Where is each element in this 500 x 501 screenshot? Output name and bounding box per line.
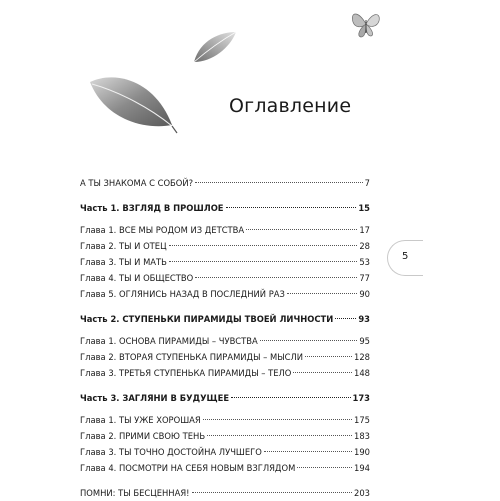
small-leaf-illustration	[190, 28, 240, 68]
page-number: 5	[402, 251, 409, 262]
dot-leader	[195, 277, 357, 278]
toc-part-1[interactable]	[80, 200, 370, 216]
toc-entry-page: 53	[359, 257, 370, 267]
toc-entry-chapter[interactable]	[80, 365, 370, 381]
toc-part-page: 15	[358, 203, 370, 213]
toc-entry-chapter[interactable]	[80, 238, 370, 254]
toc-entry-page: 17	[359, 225, 370, 235]
toc-entry-chapter[interactable]	[80, 460, 370, 476]
toc-part-text: Часть 2. СТУПЕНЬКИ ПИРАМИДЫ ТВОЕЙ ЛИЧНОСТИ	[80, 314, 334, 324]
dot-leader	[203, 419, 352, 420]
dot-leader	[207, 435, 352, 436]
toc-entry-page: 175	[354, 415, 370, 425]
toc-entry-page: 203	[354, 488, 370, 498]
toc-entry-page: 7	[364, 178, 370, 188]
dot-leader	[169, 261, 357, 262]
toc-entry-page: 90	[359, 289, 370, 299]
dot-leader	[264, 451, 352, 452]
dot-leader	[305, 356, 352, 357]
toc-entry-text: Глава 3. ТЫ И МАТЬ	[80, 257, 167, 267]
dot-leader	[293, 372, 352, 373]
toc-entry-chapter[interactable]	[80, 428, 370, 444]
toc-part-text: Часть 1. ВЗГЛЯД В ПРОШЛОЕ	[80, 203, 224, 213]
dot-leader	[246, 229, 357, 230]
toc-entry-text: Глава 1. ВСЕ МЫ РОДОМ ИЗ ДЕТСТВА	[80, 225, 245, 235]
butterfly-illustration	[348, 6, 384, 42]
dot-leader	[231, 397, 350, 398]
toc-entry-text: Глава 3. ТРЕТЬЯ СТУПЕНЬКА ПИРАМИДЫ – ТЕЛО	[80, 368, 292, 378]
toc-entry-chapter[interactable]	[80, 349, 370, 365]
page-title: Оглавление	[229, 95, 352, 117]
toc-entry-text: Глава 2. ВТОРАЯ СТУПЕНЬКА ПИРАМИДЫ – МЫСЛИ	[80, 352, 304, 362]
dot-leader	[192, 492, 352, 493]
toc-part-3[interactable]	[80, 390, 370, 406]
toc-entry-page: 28	[359, 241, 370, 251]
table-of-contents	[80, 175, 370, 501]
toc-entry-page: 128	[354, 352, 370, 362]
toc-entry-text: Глава 4. ПОСМОТРИ НА СЕБЯ НОВЫМ ВЗГЛЯДОМ	[80, 463, 296, 473]
toc-entry-chapter[interactable]	[80, 254, 370, 270]
toc-entry-text: Глава 2. ТЫ И ОТЕЦ	[80, 241, 167, 251]
toc-entry-intro[interactable]	[80, 175, 370, 191]
dot-leader	[297, 467, 352, 468]
dot-leader	[287, 293, 357, 294]
toc-entry-page: 190	[354, 447, 370, 457]
toc-entry-text: Глава 3. ТЫ ТОЧНО ДОСТОЙНА ЛУЧШЕГО	[80, 447, 262, 457]
page-number-tab	[387, 240, 423, 276]
toc-entry-page: 148	[354, 368, 370, 378]
toc-entry-text: Глава 1. ОСНОВА ПИРАМИДЫ – ЧУВСТВА	[80, 336, 258, 346]
toc-entry-page: 95	[359, 336, 370, 346]
toc-entry-chapter[interactable]	[80, 412, 370, 428]
toc-part-page: 93	[358, 314, 370, 324]
toc-entry-page: 183	[354, 431, 370, 441]
toc-entry-text: Глава 4. ТЫ И ОБЩЕСТВО	[80, 273, 194, 283]
toc-entry-chapter[interactable]	[80, 222, 370, 238]
dot-leader	[260, 340, 358, 341]
toc-entry-chapter[interactable]	[80, 286, 370, 302]
dot-leader	[226, 207, 357, 208]
toc-entry-outro[interactable]	[80, 485, 370, 501]
dot-leader	[169, 245, 358, 246]
toc-part-page: 173	[352, 393, 370, 403]
large-leaf-illustration	[80, 70, 180, 140]
toc-entry-page: 194	[354, 463, 370, 473]
toc-entry-chapter[interactable]	[80, 444, 370, 460]
toc-entry-text: А ТЫ ЗНАКОМА С СОБОЙ?	[80, 178, 194, 188]
dot-leader	[335, 318, 356, 319]
toc-entry-text: Глава 2. ПРИМИ СВОЮ ТЕНЬ	[80, 431, 206, 441]
toc-entry-text: Глава 1. ТЫ УЖЕ ХОРОШАЯ	[80, 415, 201, 425]
dot-leader	[195, 182, 363, 183]
toc-part-2[interactable]	[80, 311, 370, 327]
toc-part-text: Часть 3. ЗАГЛЯНИ В БУДУЩЕЕ	[80, 393, 230, 403]
toc-entry-text: Глава 5. ОГЛЯНИСЬ НАЗАД В ПОСЛЕДНИЙ РАЗ	[80, 289, 285, 299]
toc-entry-page: 77	[359, 273, 370, 283]
toc-entry-chapter[interactable]	[80, 333, 370, 349]
toc-entry-text: ПОМНИ: ТЫ БЕСЦЕННАЯ!	[80, 488, 190, 498]
toc-entry-chapter[interactable]	[80, 270, 370, 286]
